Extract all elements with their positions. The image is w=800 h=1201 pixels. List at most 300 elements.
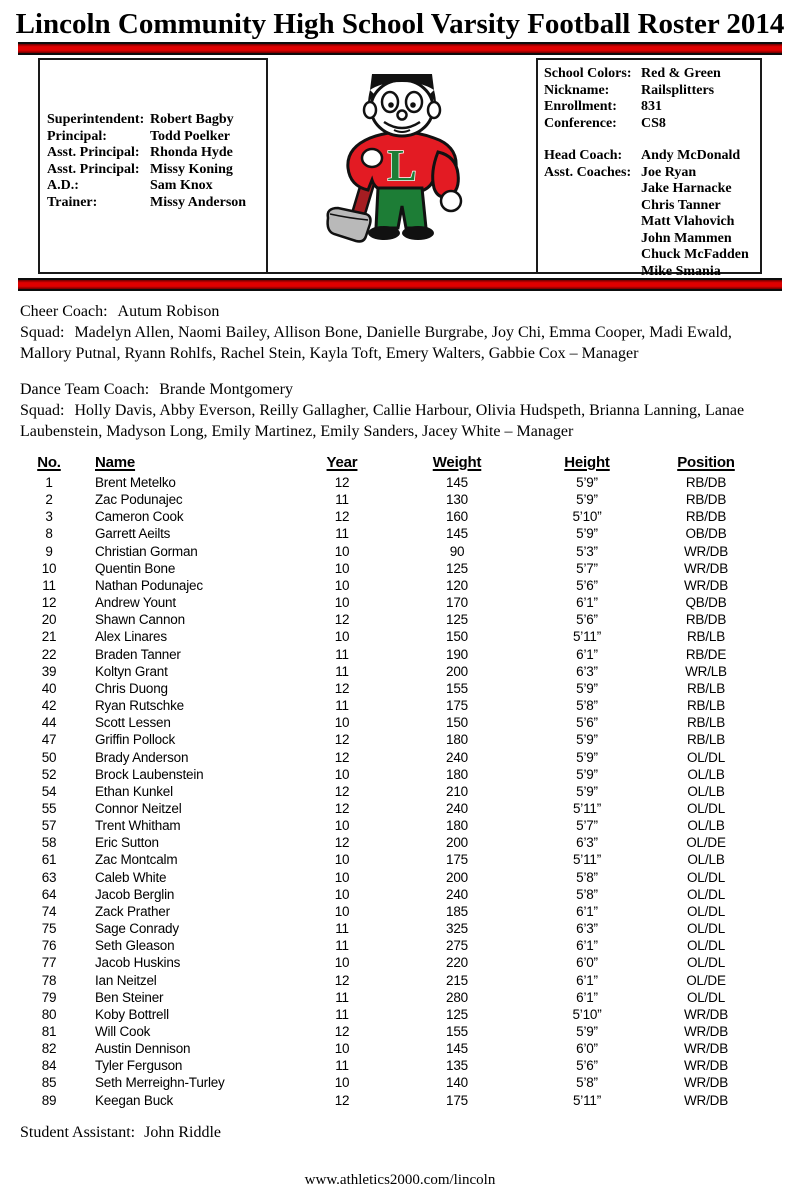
roster-cell: 64 xyxy=(41,886,57,902)
roster-cell: 5’11” xyxy=(572,1092,602,1108)
roster-cell: 79 xyxy=(41,989,57,1005)
dance-squad-names: Holly Davis, Abby Everson, Reilly Gallagher, Callie Harbour, Olivia Hudspeth, Brianna Lanning, Lanae Laubenstein, Madyson Long, Emily Martinez, Emily Sanders, Jacey White – Manager xyxy=(20,402,745,440)
staff-value: Sam Knox xyxy=(150,178,213,193)
roster-cell: RB/LB xyxy=(686,732,726,748)
roster-cell: 12 xyxy=(334,509,350,525)
roster-row xyxy=(18,714,770,731)
roster-cell: 11 xyxy=(335,1006,349,1022)
roster-row xyxy=(18,972,770,989)
roster-cell: OL/DL xyxy=(686,938,726,954)
student-assistant-name: John Riddle xyxy=(144,1123,222,1141)
roster-cell: 200 xyxy=(446,663,468,679)
school-info-label: Enrollment: xyxy=(544,99,617,114)
school-info-row xyxy=(544,99,760,116)
roster-cell: RB/DB xyxy=(685,612,727,628)
roster-cell: RB/LB xyxy=(686,715,726,731)
roster-cell: 10 xyxy=(334,1041,350,1057)
roster-cell: 125 xyxy=(446,612,468,628)
roster-cell: 10 xyxy=(334,560,350,576)
roster-cell: 12 xyxy=(334,972,350,988)
student-assistant-label: Student Assistant: xyxy=(20,1123,136,1141)
roster-cell: 6’1” xyxy=(576,989,598,1005)
roster-cell: 5’8” xyxy=(576,1075,598,1091)
roster-row xyxy=(18,920,770,937)
roster-row xyxy=(18,594,770,611)
roster-cell: 150 xyxy=(446,629,468,645)
roster-row xyxy=(18,731,770,748)
roster-cell: 240 xyxy=(446,886,468,902)
roster-row xyxy=(18,989,770,1006)
roster-cell: OL/DL xyxy=(686,749,726,765)
roster-cell: 12 xyxy=(41,595,57,611)
school-info-panel xyxy=(536,60,760,279)
roster-cell: OL/LB xyxy=(687,766,725,782)
staff-value: Missy Koning xyxy=(150,161,233,177)
roster-cell: Trent Whitham xyxy=(95,818,181,834)
roster-cell: 42 xyxy=(41,698,57,714)
roster-cell: 5’7” xyxy=(576,818,598,834)
roster-row xyxy=(18,1074,770,1091)
roster-row xyxy=(18,577,770,594)
roster-cell: OL/LB xyxy=(687,783,725,799)
coach-row xyxy=(544,264,760,281)
roster-cell: RB/LB xyxy=(686,698,726,714)
roster-cell: Ben Steiner xyxy=(95,989,164,1005)
staff-label: Asst. Principal: xyxy=(47,161,140,177)
roster-cell: 180 xyxy=(446,766,468,782)
roster-cell: 84 xyxy=(41,1058,57,1074)
roster-cell: 11 xyxy=(335,1058,349,1074)
roster-cell: 180 xyxy=(446,818,468,834)
roster-cell: OB/DB xyxy=(685,526,727,542)
roster-cell: 5’8” xyxy=(576,869,598,885)
coach-gap xyxy=(544,132,760,148)
staff-label: A.D.: xyxy=(47,178,79,193)
dance-squad-label: Squad: xyxy=(20,402,65,419)
roster-cell: 240 xyxy=(446,749,468,765)
coach-label xyxy=(544,214,641,231)
roster-row xyxy=(18,491,770,508)
roster-cell: 11 xyxy=(335,646,349,662)
school-info-label: School Colors: xyxy=(544,66,632,81)
coach-value: Jake Harnacke xyxy=(641,181,732,196)
roster-cell: 5’8” xyxy=(576,698,598,714)
roster-cell: Alex Linares xyxy=(95,629,167,645)
roster-cell: 81 xyxy=(41,1024,57,1039)
roster-cell: 5’9” xyxy=(576,492,598,508)
roster-cell: 10 xyxy=(334,577,350,593)
roster-row xyxy=(18,851,770,868)
roster-cell: 170 xyxy=(446,595,468,611)
roster-cell: 11 xyxy=(42,577,56,593)
dance-coach-label: Dance Team Coach: xyxy=(20,381,150,398)
roster-table xyxy=(18,453,770,1109)
roster-cell: 6’0” xyxy=(576,1041,598,1057)
roster-cell: RB/DB xyxy=(685,492,727,508)
roster-cell: 145 xyxy=(446,475,468,490)
roster-cell: WR/DB xyxy=(684,577,728,593)
roster-cell: 200 xyxy=(446,869,468,885)
roster-row xyxy=(18,766,770,783)
roster-cell: 12 xyxy=(334,1024,350,1039)
roster-cell: 10 xyxy=(334,629,350,645)
cheer-squad-names: Madelyn Allen, Naomi Bailey, Allison Bone, Danielle Burgrabe, Joy Chi, Emma Cooper, Madi Ewald, Mallory Putnal, Ryann Rohlfs, Rachel Stein, Kayla Toft, Emery Walters, Gabbie Cox – Manager xyxy=(20,324,732,362)
roster-cell: WR/DB xyxy=(684,1006,728,1022)
roster-cell: WR/DB xyxy=(684,1075,728,1091)
school-info-label: Conference: xyxy=(544,115,617,131)
roster-cell: Koltyn Grant xyxy=(95,663,168,679)
staff-row xyxy=(47,162,266,179)
roster-cell: 185 xyxy=(446,903,468,919)
roster-cell: 22 xyxy=(41,646,57,662)
roster-cell: 44 xyxy=(41,715,57,731)
roster-cell: 74 xyxy=(41,903,57,919)
roster-row xyxy=(18,869,770,886)
roster-cell: 57 xyxy=(41,818,57,834)
roster-cell: 12 xyxy=(334,475,350,490)
roster-row xyxy=(18,611,770,628)
staff-row xyxy=(47,178,266,195)
roster-cell: 50 xyxy=(41,749,57,765)
roster-cell: 10 xyxy=(334,766,350,782)
coach-row xyxy=(544,148,760,165)
roster-row xyxy=(18,749,770,766)
roster-cell: Jacob Huskins xyxy=(95,955,181,971)
roster-row xyxy=(18,508,770,525)
roster-cell: Seth Merreighn-Turley xyxy=(95,1075,225,1091)
roster-cell: 10 xyxy=(334,818,350,834)
roster-cell: Scott Lessen xyxy=(95,715,171,731)
roster-cell: WR/DB xyxy=(684,1041,728,1057)
roster-cell: 11 xyxy=(335,989,349,1005)
coach-label xyxy=(544,181,641,198)
roster-cell: WR/DB xyxy=(684,543,728,559)
roster-row xyxy=(18,680,770,697)
roster-cell: 5’8” xyxy=(576,886,598,902)
roster-cell: Caleb White xyxy=(95,869,167,885)
cheer-coach-label: Cheer Coach: xyxy=(20,303,108,320)
roster-cell: 10 xyxy=(334,903,350,919)
roster-cell: 5’6” xyxy=(576,715,598,731)
roster-cell: 135 xyxy=(446,1058,468,1074)
roster-cell: 180 xyxy=(446,732,468,748)
roster-cell: 5’3” xyxy=(576,543,598,559)
roster-cell: 220 xyxy=(446,955,468,971)
roster-cell: 20 xyxy=(41,612,57,628)
staff-value: Robert Bagby xyxy=(150,112,234,127)
roster-cell: Sage Conrady xyxy=(95,921,179,937)
roster-cell: Zack Prather xyxy=(95,903,170,919)
roster-row xyxy=(18,1092,770,1109)
railsplitter-mascot-icon xyxy=(318,68,486,269)
dance-coach-line xyxy=(20,379,778,400)
coach-label: Asst. Coaches: xyxy=(544,164,632,180)
roster-row xyxy=(18,663,770,680)
roster-cell: 6’3” xyxy=(576,921,598,937)
roster-cell: 2 xyxy=(45,492,53,508)
roster-cell: RB/DE xyxy=(685,646,727,662)
roster-cell: Ian Neitzel xyxy=(95,972,157,988)
roster-cell: 89 xyxy=(41,1092,57,1108)
roster-cell: 5’9” xyxy=(576,475,598,490)
mascot-panel xyxy=(268,60,536,272)
roster-cell: 5’9” xyxy=(576,732,598,748)
roster-cell: Austin Dennison xyxy=(95,1041,191,1057)
school-info-label: Nickname: xyxy=(544,82,610,98)
roster-cell: Cameron Cook xyxy=(95,509,184,525)
roster-cell: 12 xyxy=(334,680,350,696)
roster-cell: 200 xyxy=(446,835,468,851)
roster-cell: 155 xyxy=(446,1024,468,1039)
coach-label: Head Coach: xyxy=(544,148,623,163)
roster-cell: Jacob Berglin xyxy=(95,886,175,902)
roster-cell: 5’9” xyxy=(576,749,598,765)
roster-cell: Shawn Cannon xyxy=(95,612,185,628)
roster-cell: 6’1” xyxy=(576,938,598,954)
roster-cell: 10 xyxy=(334,955,350,971)
staff-value: Rhonda Hyde xyxy=(150,145,233,160)
school-header-box xyxy=(38,58,762,279)
roster-cell: 75 xyxy=(41,921,57,937)
coach-value: Chris Tanner xyxy=(641,197,721,213)
roster-cell: 5’9” xyxy=(576,783,598,799)
roster-cell: WR/DB xyxy=(684,1024,728,1039)
coach-value: Matt Vlahovich xyxy=(641,214,735,229)
staff-row xyxy=(47,145,266,162)
roster-cell: 160 xyxy=(446,509,468,525)
roster-cell: 10 xyxy=(334,1075,350,1091)
roster-row xyxy=(18,1023,770,1040)
staff-label: Principal: xyxy=(47,128,107,144)
roster-cell: 6’1” xyxy=(576,646,598,662)
roster-cell: 39 xyxy=(41,663,57,679)
roster-cell: Griffin Pollock xyxy=(95,732,176,748)
roster-cell: OL/DL xyxy=(686,903,726,919)
roster-cell: 11 xyxy=(335,526,349,542)
roster-row xyxy=(18,903,770,920)
roster-cell: OL/DL xyxy=(686,869,726,885)
staff-value: Missy Anderson xyxy=(150,194,247,210)
coach-value: Andy McDonald xyxy=(641,148,741,163)
roster-cell: 5’11” xyxy=(572,852,602,868)
cheer-section xyxy=(20,301,778,364)
school-info-value: Railsplitters xyxy=(641,82,715,98)
roster-cell: 12 xyxy=(334,1092,350,1108)
top-red-divider xyxy=(18,42,782,55)
coach-label xyxy=(544,264,641,281)
roster-cell: OL/DL xyxy=(686,800,726,816)
dance-coach-name: Brande Montgomery xyxy=(159,381,293,398)
roster-cell: 21 xyxy=(41,629,57,645)
roster-cell: Nathan Podunajec xyxy=(95,577,203,593)
roster-header-name: Name xyxy=(95,454,136,471)
roster-cell: RB/LB xyxy=(686,680,726,696)
roster-cell: 80 xyxy=(41,1006,57,1022)
coach-value: John Mammen xyxy=(641,230,732,246)
page-title: Lincoln Community High School Varsity Football Roster 2014 xyxy=(15,8,785,40)
coach-label xyxy=(544,231,641,248)
student-assistant-line xyxy=(20,1122,800,1143)
roster-header-position: Position xyxy=(677,454,735,471)
coach-value: Joe Ryan xyxy=(641,164,697,180)
roster-cell: Brady Anderson xyxy=(95,749,189,765)
roster-cell: OL/LB xyxy=(687,818,725,834)
roster-row xyxy=(18,628,770,645)
roster-cell: 6’3” xyxy=(576,835,598,851)
roster-cell: 5’7” xyxy=(576,560,598,576)
roster-cell: OL/DL xyxy=(686,955,726,971)
roster-row xyxy=(18,834,770,851)
roster-cell: 11 xyxy=(335,921,349,937)
roster-cell: 240 xyxy=(446,800,468,816)
roster-cell: 6’3” xyxy=(576,663,598,679)
roster-cell: 78 xyxy=(41,972,57,988)
cheer-coach-line xyxy=(20,301,778,322)
roster-row xyxy=(18,646,770,663)
roster-cell: 11 xyxy=(335,663,349,679)
roster-cell: 120 xyxy=(446,577,468,593)
school-info-row xyxy=(544,83,760,100)
roster-header-year: Year xyxy=(326,454,358,471)
roster-cell: Ethan Kunkel xyxy=(95,783,173,799)
roster-cell: 275 xyxy=(446,938,468,954)
roster-cell: 5’10” xyxy=(572,1006,602,1022)
roster-cell: Zac Montcalm xyxy=(95,852,178,868)
roster-cell: 140 xyxy=(446,1075,468,1091)
roster-cell: Christian Gorman xyxy=(95,543,198,559)
roster-cell: 6’1” xyxy=(576,595,598,611)
roster-cell: 325 xyxy=(446,921,468,937)
staff-label: Asst. Principal: xyxy=(47,145,140,160)
cheer-coach-name: Autum Robison xyxy=(117,303,220,320)
roster-cell: 5’11” xyxy=(572,800,602,816)
roster-cell: 47 xyxy=(41,732,57,748)
roster-cell: 150 xyxy=(446,715,468,731)
roster-cell: OL/DL xyxy=(686,989,726,1005)
coach-row xyxy=(544,231,760,248)
staff-value: Todd Poelker xyxy=(150,128,230,144)
mascot-image-background xyxy=(268,58,536,61)
roster-table-header xyxy=(18,453,770,474)
cheer-squad-label: Squad: xyxy=(20,324,65,341)
roster-cell: OL/DE xyxy=(686,835,726,851)
coach-row xyxy=(544,181,760,198)
roster-row xyxy=(18,1040,770,1057)
roster-cell: 77 xyxy=(41,955,57,971)
roster-cell: 130 xyxy=(446,492,468,508)
roster-row xyxy=(18,937,770,954)
roster-cell: 8 xyxy=(45,526,53,542)
school-info-value: CS8 xyxy=(641,115,666,131)
roster-cell: Zac Podunajec xyxy=(95,492,183,508)
roster-cell: 6’1” xyxy=(576,972,598,988)
roster-cell: OL/DL xyxy=(686,921,726,937)
roster-header-no: No. xyxy=(37,454,61,471)
roster-cell: 63 xyxy=(41,869,57,885)
roster-row xyxy=(18,1006,770,1023)
footer-url: www.athletics2000.com/lincoln xyxy=(304,1172,496,1188)
roster-row xyxy=(18,543,770,560)
roster-cell: Tyler Ferguson xyxy=(95,1058,183,1074)
roster-cell: 11 xyxy=(335,492,349,508)
roster-cell: 5’6” xyxy=(576,577,598,593)
roster-row xyxy=(18,800,770,817)
roster-cell: 215 xyxy=(446,972,468,988)
roster-page xyxy=(0,8,800,1201)
roster-row xyxy=(18,1057,770,1074)
roster-cell: WR/DB xyxy=(684,560,728,576)
roster-cell: Braden Tanner xyxy=(95,646,181,662)
roster-cell: Brock Laubenstein xyxy=(95,766,204,782)
roster-cell: WR/LB xyxy=(685,663,727,679)
roster-row xyxy=(18,817,770,834)
roster-cell: RB/DB xyxy=(685,475,727,490)
coach-row xyxy=(544,198,760,215)
cheer-squad-line xyxy=(20,322,778,364)
roster-cell: 12 xyxy=(334,612,350,628)
school-info-value: 831 xyxy=(641,99,662,114)
roster-cell: 40 xyxy=(41,680,57,696)
roster-cell: 12 xyxy=(334,783,350,799)
roster-cell: RB/LB xyxy=(686,629,726,645)
roster-row xyxy=(18,697,770,714)
roster-cell: 54 xyxy=(41,783,57,799)
roster-row xyxy=(18,783,770,800)
roster-cell: Keegan Buck xyxy=(95,1092,174,1108)
staff-row xyxy=(47,195,266,212)
roster-cell: 175 xyxy=(446,852,468,868)
roster-cell: 5’10” xyxy=(572,509,602,525)
roster-cell: 10 xyxy=(41,560,57,576)
roster-cell: 11 xyxy=(335,698,349,714)
roster-cell: RB/DB xyxy=(685,509,727,525)
roster-cell: 61 xyxy=(41,852,57,868)
roster-header-height: Height xyxy=(564,454,610,471)
school-info-row xyxy=(544,66,760,83)
staff-label: Superintendent: xyxy=(47,112,145,127)
roster-cell: Eric Sutton xyxy=(95,835,159,851)
roster-cell: 5’9” xyxy=(576,680,598,696)
roster-cell: 5’6” xyxy=(576,612,598,628)
roster-cell: 55 xyxy=(41,800,57,816)
roster-cell: 125 xyxy=(446,1006,468,1022)
roster-cell: 10 xyxy=(334,595,350,611)
mascot-letter: L xyxy=(387,141,417,190)
roster-cell: Connor Neitzel xyxy=(95,800,182,816)
roster-row xyxy=(18,886,770,903)
staff-row xyxy=(47,112,266,129)
school-info-value: Red & Green xyxy=(641,66,721,81)
roster-cell: 9 xyxy=(45,543,53,559)
roster-cell: 145 xyxy=(446,526,468,542)
roster-cell: 58 xyxy=(41,835,57,851)
roster-cell: Chris Duong xyxy=(95,680,168,696)
coach-label xyxy=(544,198,641,215)
roster-cell: 6’0” xyxy=(576,955,598,971)
roster-cell: Seth Gleason xyxy=(95,938,175,954)
roster-cell: WR/DB xyxy=(684,1092,728,1108)
school-info-row xyxy=(544,116,760,133)
roster-row xyxy=(18,954,770,971)
roster-cell: 76 xyxy=(41,938,57,954)
roster-cell: OL/DE xyxy=(686,972,726,988)
roster-cell: 90 xyxy=(449,543,465,559)
roster-cell: 12 xyxy=(334,749,350,765)
roster-cell: 85 xyxy=(41,1075,57,1091)
coach-row xyxy=(544,247,760,264)
roster-cell: 175 xyxy=(446,698,468,714)
roster-cell: 280 xyxy=(446,989,468,1005)
